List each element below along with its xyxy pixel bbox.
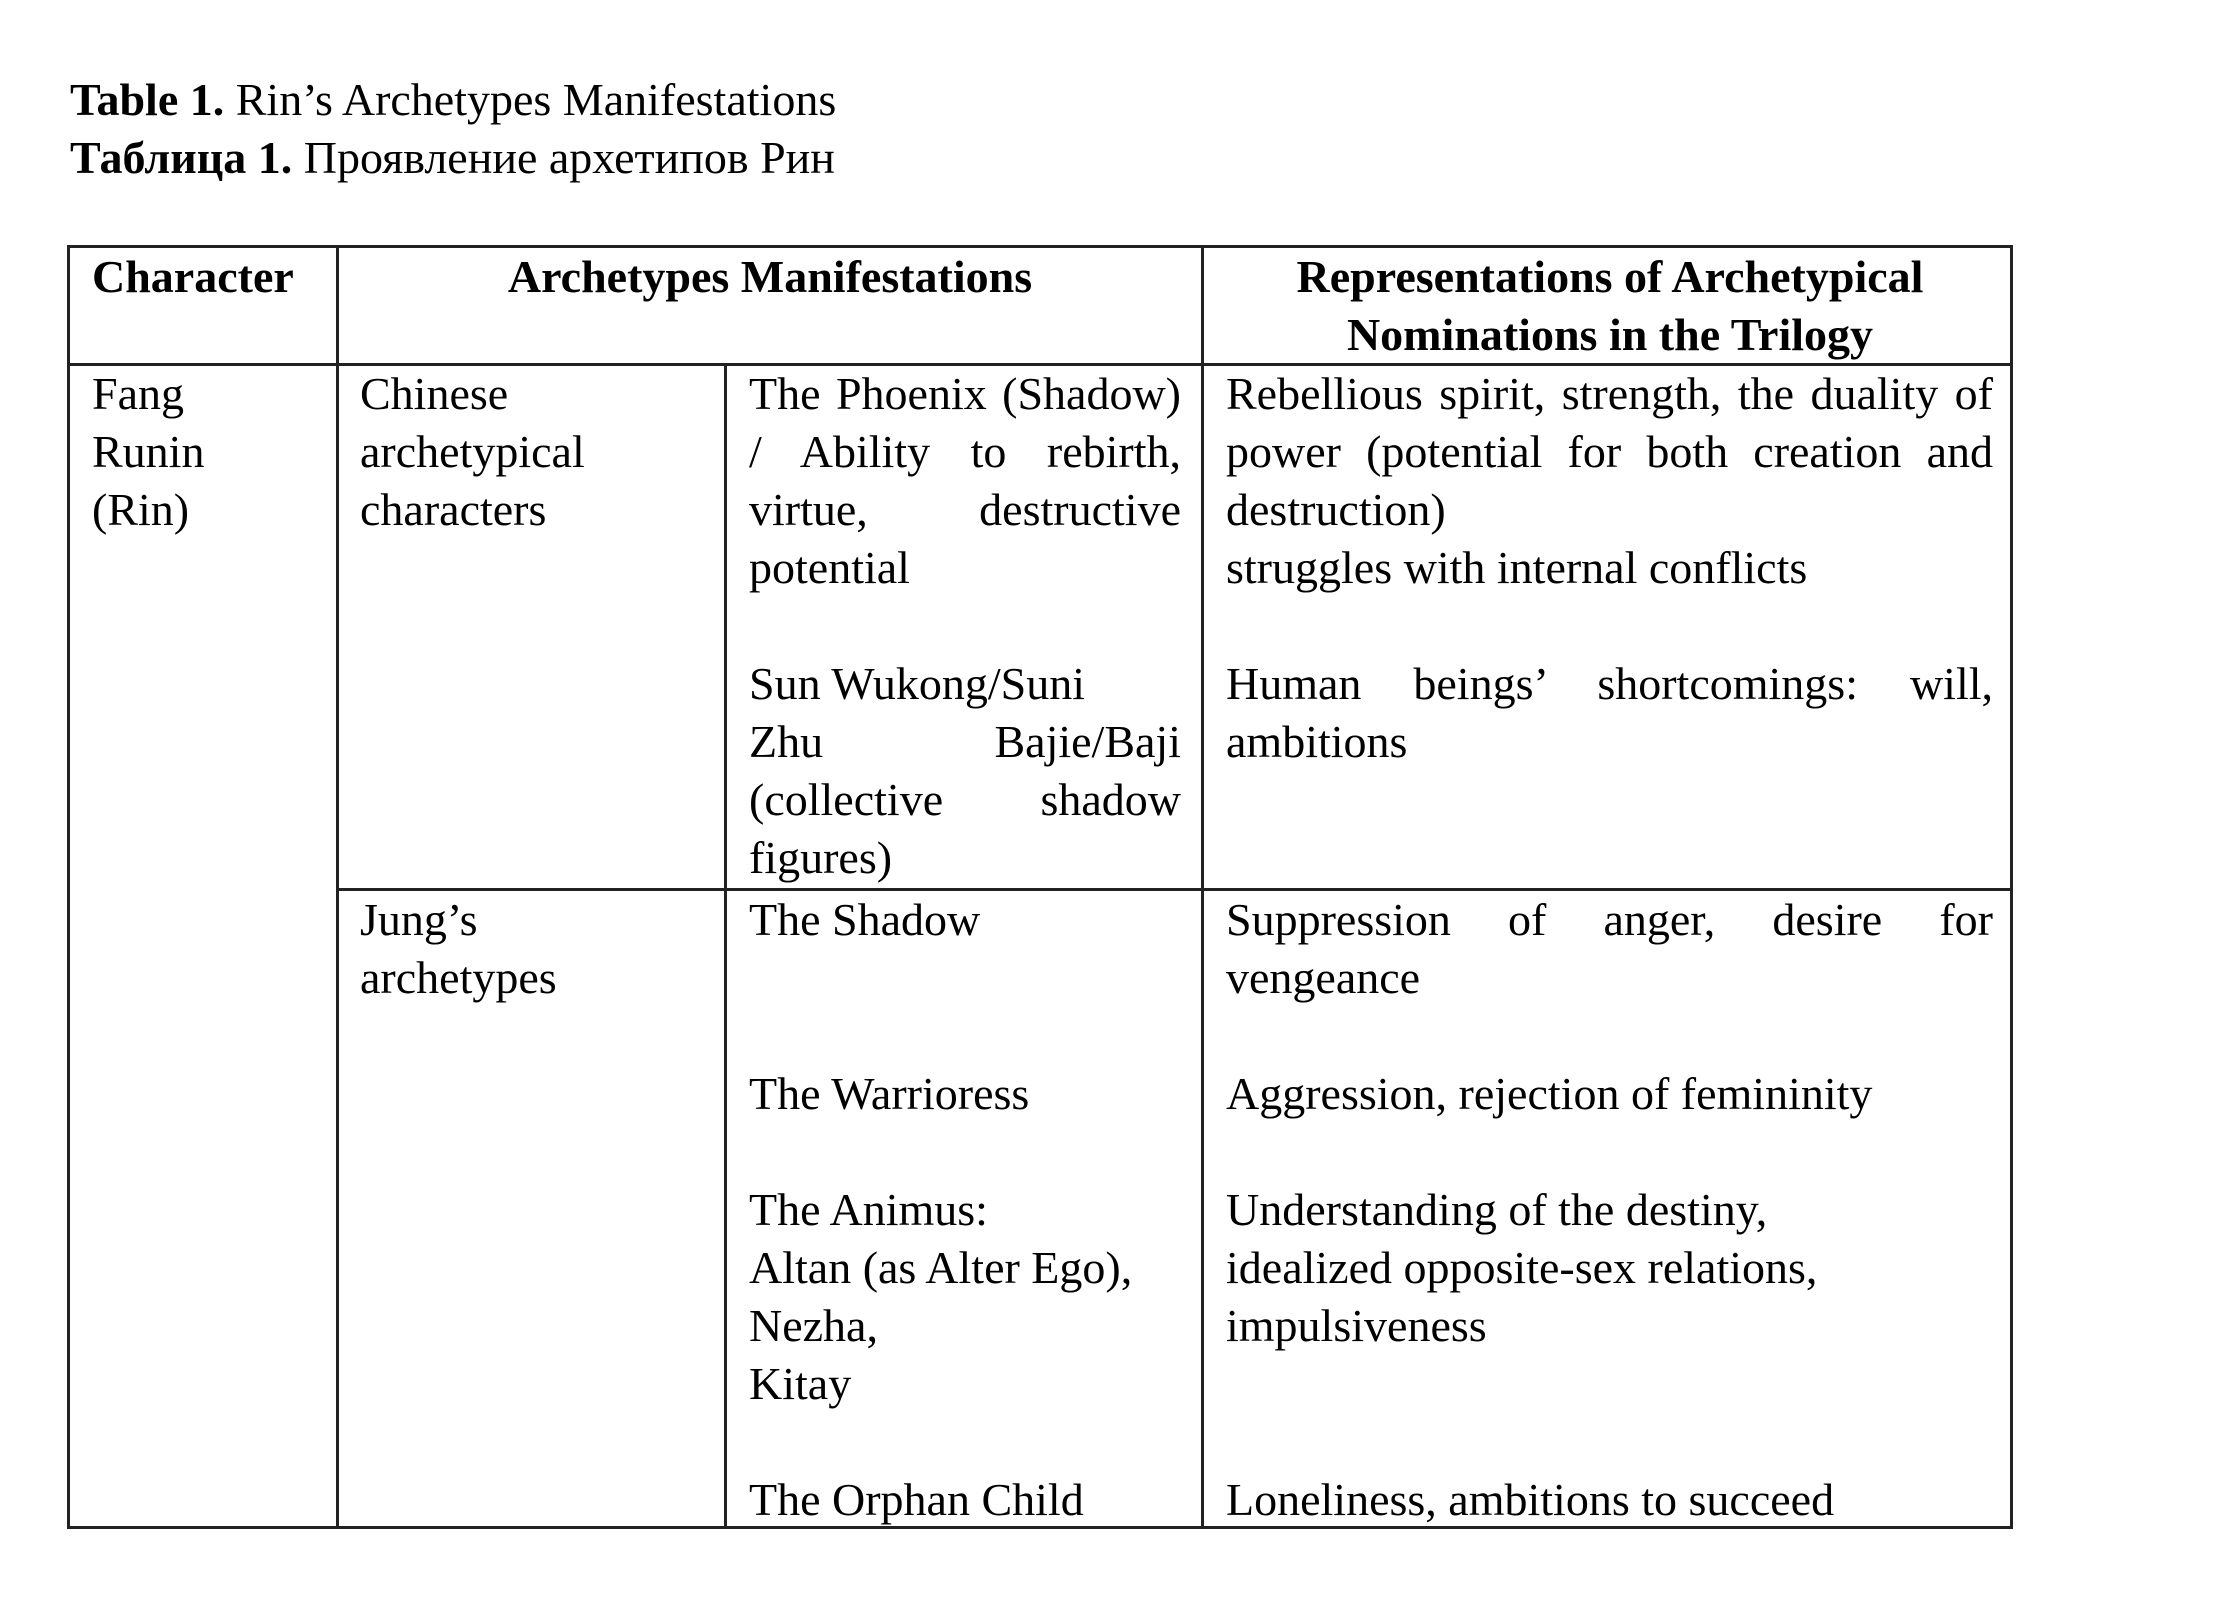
table-caption-russian [70, 129, 835, 187]
caption-label: Table 1. [70, 74, 225, 125]
representation-text: Rebellious spirit, strength, the duality of power (potential for both creation and destruction) [1226, 368, 1993, 535]
caption-title: Rin’s Archetypes Manifestations [235, 74, 837, 125]
category-chinese: Chinese archetypical characters [360, 368, 585, 535]
archetype-text: Sun Wukong/Suni [749, 658, 1085, 709]
archetype-sun-wukong [749, 655, 1181, 887]
archetype-text: Nezha, [749, 1300, 878, 1351]
representation-text: impulsiveness [1226, 1300, 1487, 1351]
category-jung: Jung’s archetypes [360, 894, 557, 1003]
representation-text: struggles with internal conflicts [1226, 542, 1808, 593]
column-divider [724, 363, 727, 1526]
caption-label: Таблица 1. [70, 132, 293, 183]
representation-warrioress: Aggression, rejection of femininity [1226, 1068, 1873, 1119]
archetype-warrioress: The Warrioress [749, 1068, 1030, 1119]
header-representations: Representations of Archetypical Nominations in the Trilogy [1296, 251, 1924, 360]
column-divider [336, 248, 339, 1526]
archetype-text: Zhu Bajie/Baji (collective shadow figures) [749, 716, 1181, 883]
header-archetypes: Archetypes Manifestations [507, 251, 1033, 302]
archetype-animus [749, 1181, 1201, 1413]
archetype-shadow: The Shadow [749, 894, 981, 945]
archetype-orphan-child: The Orphan Child [749, 1474, 1084, 1525]
archetype-text: The Animus: [749, 1184, 988, 1235]
archetype-phoenix: The Phoenix (Shadow) / Ability to rebirth, virtue, destructive potential [749, 368, 1181, 593]
representation-shadow: Suppression of anger, desire for vengeance [1226, 894, 1993, 1003]
archetype-text: Altan (as Alter Ego), [749, 1242, 1133, 1293]
representation-phoenix [1226, 365, 1993, 597]
representation-text: Understanding of the destiny, [1226, 1184, 1768, 1235]
column-divider [1201, 248, 1204, 1526]
representation-sun-wukong: Human beings’ shortcomings: will, ambitions [1226, 658, 1993, 767]
representation-orphan-child: Loneliness, ambitions to succeed [1226, 1474, 1835, 1525]
archetype-text: Kitay [749, 1358, 852, 1409]
header-character: Character [92, 251, 294, 302]
caption-title: Проявление архетипов Рин [303, 132, 835, 183]
representation-animus [1226, 1181, 1993, 1355]
representation-text: idealized opposite-sex relations, [1226, 1242, 1818, 1293]
character-name: Fang Runin (Rin) [92, 368, 205, 535]
table-caption-english [70, 71, 836, 129]
archetypes-table [67, 245, 2013, 1529]
